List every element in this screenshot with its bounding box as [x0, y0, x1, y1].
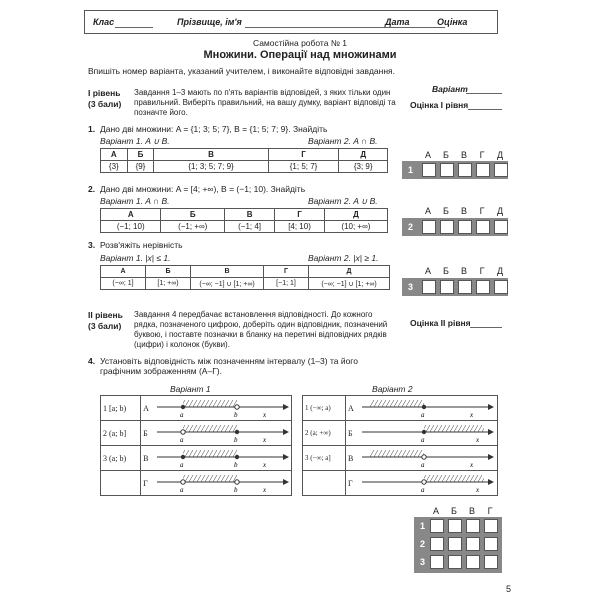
task3-answer: (−∞; 1]	[101, 278, 146, 290]
grid1-letter: В	[460, 206, 467, 216]
answer-grid-level1	[400, 150, 508, 300]
axis-label-x: x	[263, 461, 267, 468]
grid1-letter: Г	[479, 150, 485, 160]
grid1-cell[interactable]	[422, 163, 436, 177]
axis-label-a: a	[180, 411, 184, 418]
grid2-letter: А	[432, 506, 439, 516]
grid1-cell[interactable]	[476, 220, 490, 234]
level2-text: Завдання 4 передбачає встановлення відповідності. До кожного рядка, позначеного цифрою, доберіть один відповідник, позначений буквою, і поставте позначки в бланку на перетині відповідних рядків (цифри) і колонок (букви).	[134, 310, 388, 349]
grid2-row-number: 2	[420, 539, 426, 549]
grid1-letter: Б	[443, 206, 449, 216]
axis-label-b: b	[234, 436, 238, 443]
task2-variant1: Варіант 1. A ∩ B.	[100, 196, 170, 206]
grid1-letter: Г	[479, 206, 485, 216]
grid1-cell[interactable]	[458, 220, 472, 234]
task3-variant2: Варіант 2. |x| ≥ 1.	[308, 253, 379, 263]
task1-answer: {3; 9}	[339, 161, 388, 173]
variant-label: Варіант	[432, 84, 468, 94]
grid1-letter: В	[460, 150, 467, 160]
name-label: Прізвище, ім'я	[177, 17, 242, 27]
v1-graph-c	[155, 446, 289, 468]
grid2-letter: Г	[487, 506, 493, 516]
task2-letter: Д	[324, 209, 387, 221]
v2-graph-a	[360, 396, 494, 418]
grid1-letter: Б	[443, 266, 449, 276]
task2-answer: (−1; +∞)	[161, 221, 225, 233]
grid1-cell[interactable]	[458, 280, 472, 294]
grid1-letter: А	[424, 150, 431, 160]
task1-number: 1.	[88, 124, 96, 134]
v1-graph-a	[155, 396, 289, 418]
grid1-cell[interactable]	[422, 280, 436, 294]
task2-variant2: Варіант 2. A ∪ B.	[308, 196, 378, 206]
grid2-letter: В	[468, 506, 475, 516]
axis-label-x: x	[263, 486, 267, 493]
axis-label-a: a	[180, 436, 184, 443]
level1-points: (3 бали)	[88, 99, 122, 109]
v1-graph-b	[155, 421, 289, 443]
grid1-letter: Д	[496, 266, 504, 276]
task4-text: Установіть відповідність між позначенням інтервалу (1–3) та його графічним зображенням (А–Г).	[100, 356, 358, 376]
task3-variant1: Варіант 1. |x| ≤ 1.	[100, 253, 171, 263]
task2-letter: Г	[275, 209, 325, 221]
grid2-letter: Б	[451, 506, 457, 516]
grid1-cell[interactable]	[440, 220, 454, 234]
grid2-cell[interactable]	[430, 555, 444, 569]
task1-answer-table	[100, 148, 388, 173]
v2-graph-c	[360, 446, 494, 468]
grid1-cell[interactable]	[440, 280, 454, 294]
grid1-letter: Д	[496, 206, 504, 216]
grid2-cell[interactable]	[466, 537, 480, 551]
task3-answer: [−1; 1]	[264, 278, 309, 290]
task3-letter: Б	[146, 266, 191, 278]
grid2-row-number: 3	[420, 557, 426, 567]
grid2-cell[interactable]	[430, 537, 444, 551]
axis-label-x: x	[263, 436, 267, 443]
task1-variant1: Варіант 1. A ∪ B.	[100, 136, 170, 146]
grid2-cell[interactable]	[430, 519, 444, 533]
level2-points: (3 бали)	[88, 321, 122, 331]
task3-letter: В	[191, 266, 264, 278]
v1-letter: Б	[141, 421, 153, 446]
axis-label-b: b	[234, 461, 238, 468]
grid1-letter: В	[460, 266, 467, 276]
v1-graph-d	[155, 471, 289, 493]
grade-level2-label: Оцінка II рівня	[410, 318, 471, 328]
grid1-cell[interactable]	[476, 280, 490, 294]
v2-graph-b	[360, 421, 494, 443]
instructions: Впишіть номер варіанта, указаний учителем, і виконайте відповідні завдання.	[88, 66, 396, 76]
v2-interval: 1 (−∞; a)	[303, 396, 346, 421]
task1-variant2: Варіант 2. A ∩ B.	[308, 136, 378, 146]
axis-label-a: a	[421, 411, 425, 418]
task3-text: Розв'яжіть нерівність	[100, 240, 183, 250]
task3-letter: А	[101, 266, 146, 278]
v2-interval	[303, 471, 346, 496]
grid2-cell[interactable]	[466, 519, 480, 533]
grid1-row	[402, 278, 508, 296]
axis-label-a: a	[421, 461, 425, 468]
v2-letter: В	[346, 446, 359, 471]
task2-answer: [4; 10)	[275, 221, 325, 233]
grid1-letter: А	[424, 266, 431, 276]
v1-letter: В	[141, 446, 153, 471]
grade-level1-label: Оцінка I рівня	[410, 100, 469, 110]
task1-answer: {1; 5; 7}	[268, 161, 339, 173]
grid2-cell[interactable]	[448, 537, 462, 551]
task3-letter: Г	[264, 266, 309, 278]
date-label: Дата	[385, 17, 410, 27]
v2-interval: 3 (−∞; a]	[303, 446, 346, 471]
task1-letter: А	[101, 149, 128, 161]
task4-number: 4.	[88, 356, 96, 366]
task3-number: 3.	[88, 240, 96, 250]
v2-letter: А	[346, 396, 359, 421]
v1-letter: Г	[141, 471, 153, 496]
grid2-cell[interactable]	[484, 519, 498, 533]
task3-answer: (−∞; −1] ∪ [1; +∞)	[191, 278, 264, 290]
page-title: Множини. Операції над множинами	[203, 49, 397, 61]
axis-label-x: x	[470, 411, 474, 418]
grid1-row-number: 3	[408, 282, 414, 292]
grade-label: Оцінка	[437, 17, 468, 27]
v2-letter: Г	[346, 471, 359, 496]
page-number: 5	[506, 584, 512, 594]
task2-answer-table	[100, 208, 388, 233]
axis-label-x: x	[470, 461, 474, 468]
axis-label-a: a	[421, 436, 425, 443]
grid2-cell[interactable]	[448, 555, 462, 569]
task2-text: Дано дві множини: A = [4; +∞), B = (−1; 10). Знайдіть	[100, 184, 306, 194]
task4-variant2-table	[302, 395, 498, 496]
task2-answer: (−1; 4]	[225, 221, 275, 233]
v1-interval: 1 [a; b)	[101, 396, 141, 421]
level1-text: Завдання 1–3 мають по п'ять варіантів відповідей, з яких тільки один правильний. Виберіть правильний, на вашу думку, варіант відповіді та позначте його.	[134, 88, 396, 117]
task1-letter: Б	[127, 149, 154, 161]
grid1-row	[402, 218, 508, 236]
answer-grid-level2	[398, 506, 502, 580]
v1-interval: 3 (a; b)	[101, 446, 141, 471]
grid2-cell[interactable]	[466, 555, 480, 569]
axis-label-a: a	[421, 486, 425, 493]
header-box	[84, 10, 498, 34]
axis-label-a: a	[180, 461, 184, 468]
task1-answer: {9}	[127, 161, 154, 173]
grid1-cell[interactable]	[422, 220, 436, 234]
task2-number: 2.	[88, 184, 96, 194]
grid1-letter: Д	[496, 150, 504, 160]
task2-answer: (−1; 10)	[101, 221, 161, 233]
grid1-cell[interactable]	[458, 163, 472, 177]
axis-label-x: x	[476, 436, 480, 443]
grid1-row-number: 2	[408, 222, 414, 232]
grid1-cell[interactable]	[494, 280, 508, 294]
v2-letter: Б	[346, 421, 359, 446]
task4-variant1-title: Варіант 1	[170, 384, 211, 394]
task2-answer: (10; +∞)	[324, 221, 387, 233]
v1-interval: 2 (a; b]	[101, 421, 141, 446]
task2-letter: В	[225, 209, 275, 221]
task1-text: Дано дві множини: A = {1; 3; 5; 7}, B = {1; 5; 7; 9}. Знайдіть	[100, 124, 328, 134]
grid2-cell[interactable]	[484, 537, 498, 551]
axis-label-x: x	[476, 486, 480, 493]
task4-variant1-table	[100, 395, 292, 496]
task1-answer: {3}	[101, 161, 128, 173]
task1-letter: Г	[268, 149, 339, 161]
subtitle: Самостійна робота № 1	[252, 38, 348, 48]
task3-answer-table	[100, 265, 390, 290]
grid1-row	[402, 161, 508, 179]
axis-label-b: b	[234, 411, 238, 418]
level1-label: I рівень	[88, 88, 121, 98]
task1-answer: {1; 3; 5; 7; 9}	[154, 161, 268, 173]
grid1-cell[interactable]	[440, 163, 454, 177]
v2-graph-d	[360, 471, 494, 493]
grid1-letter: Г	[479, 266, 485, 276]
task1-letter: В	[154, 149, 268, 161]
grid1-row-number: 1	[408, 165, 414, 175]
class-label: Клас	[93, 17, 115, 27]
task3-answer: (−∞; −1] ∪ [1; +∞)	[309, 278, 390, 290]
grid2-row-number: 1	[420, 521, 426, 531]
task1-letter: Д	[339, 149, 388, 161]
grid2-cell[interactable]	[484, 555, 498, 569]
axis-label-a: a	[180, 486, 184, 493]
v2-interval: 2 (a; +∞)	[303, 421, 346, 446]
task2-letter: Б	[161, 209, 225, 221]
grid1-cell[interactable]	[494, 220, 508, 234]
grid1-letter: А	[424, 206, 431, 216]
task3-letter: Д	[309, 266, 390, 278]
grid2-cell[interactable]	[448, 519, 462, 533]
axis-label-x: x	[263, 411, 267, 418]
level2-label: II рівень	[88, 310, 123, 320]
v1-interval	[101, 471, 141, 496]
grid1-cell[interactable]	[494, 163, 508, 177]
axis-label-b: b	[234, 486, 238, 493]
grid1-cell[interactable]	[476, 163, 490, 177]
task3-answer: [1; +∞)	[146, 278, 191, 290]
task2-letter: А	[101, 209, 161, 221]
grid1-letter: Б	[443, 150, 449, 160]
task4-variant2-title: Варіант 2	[372, 384, 413, 394]
v1-letter: А	[141, 396, 153, 421]
